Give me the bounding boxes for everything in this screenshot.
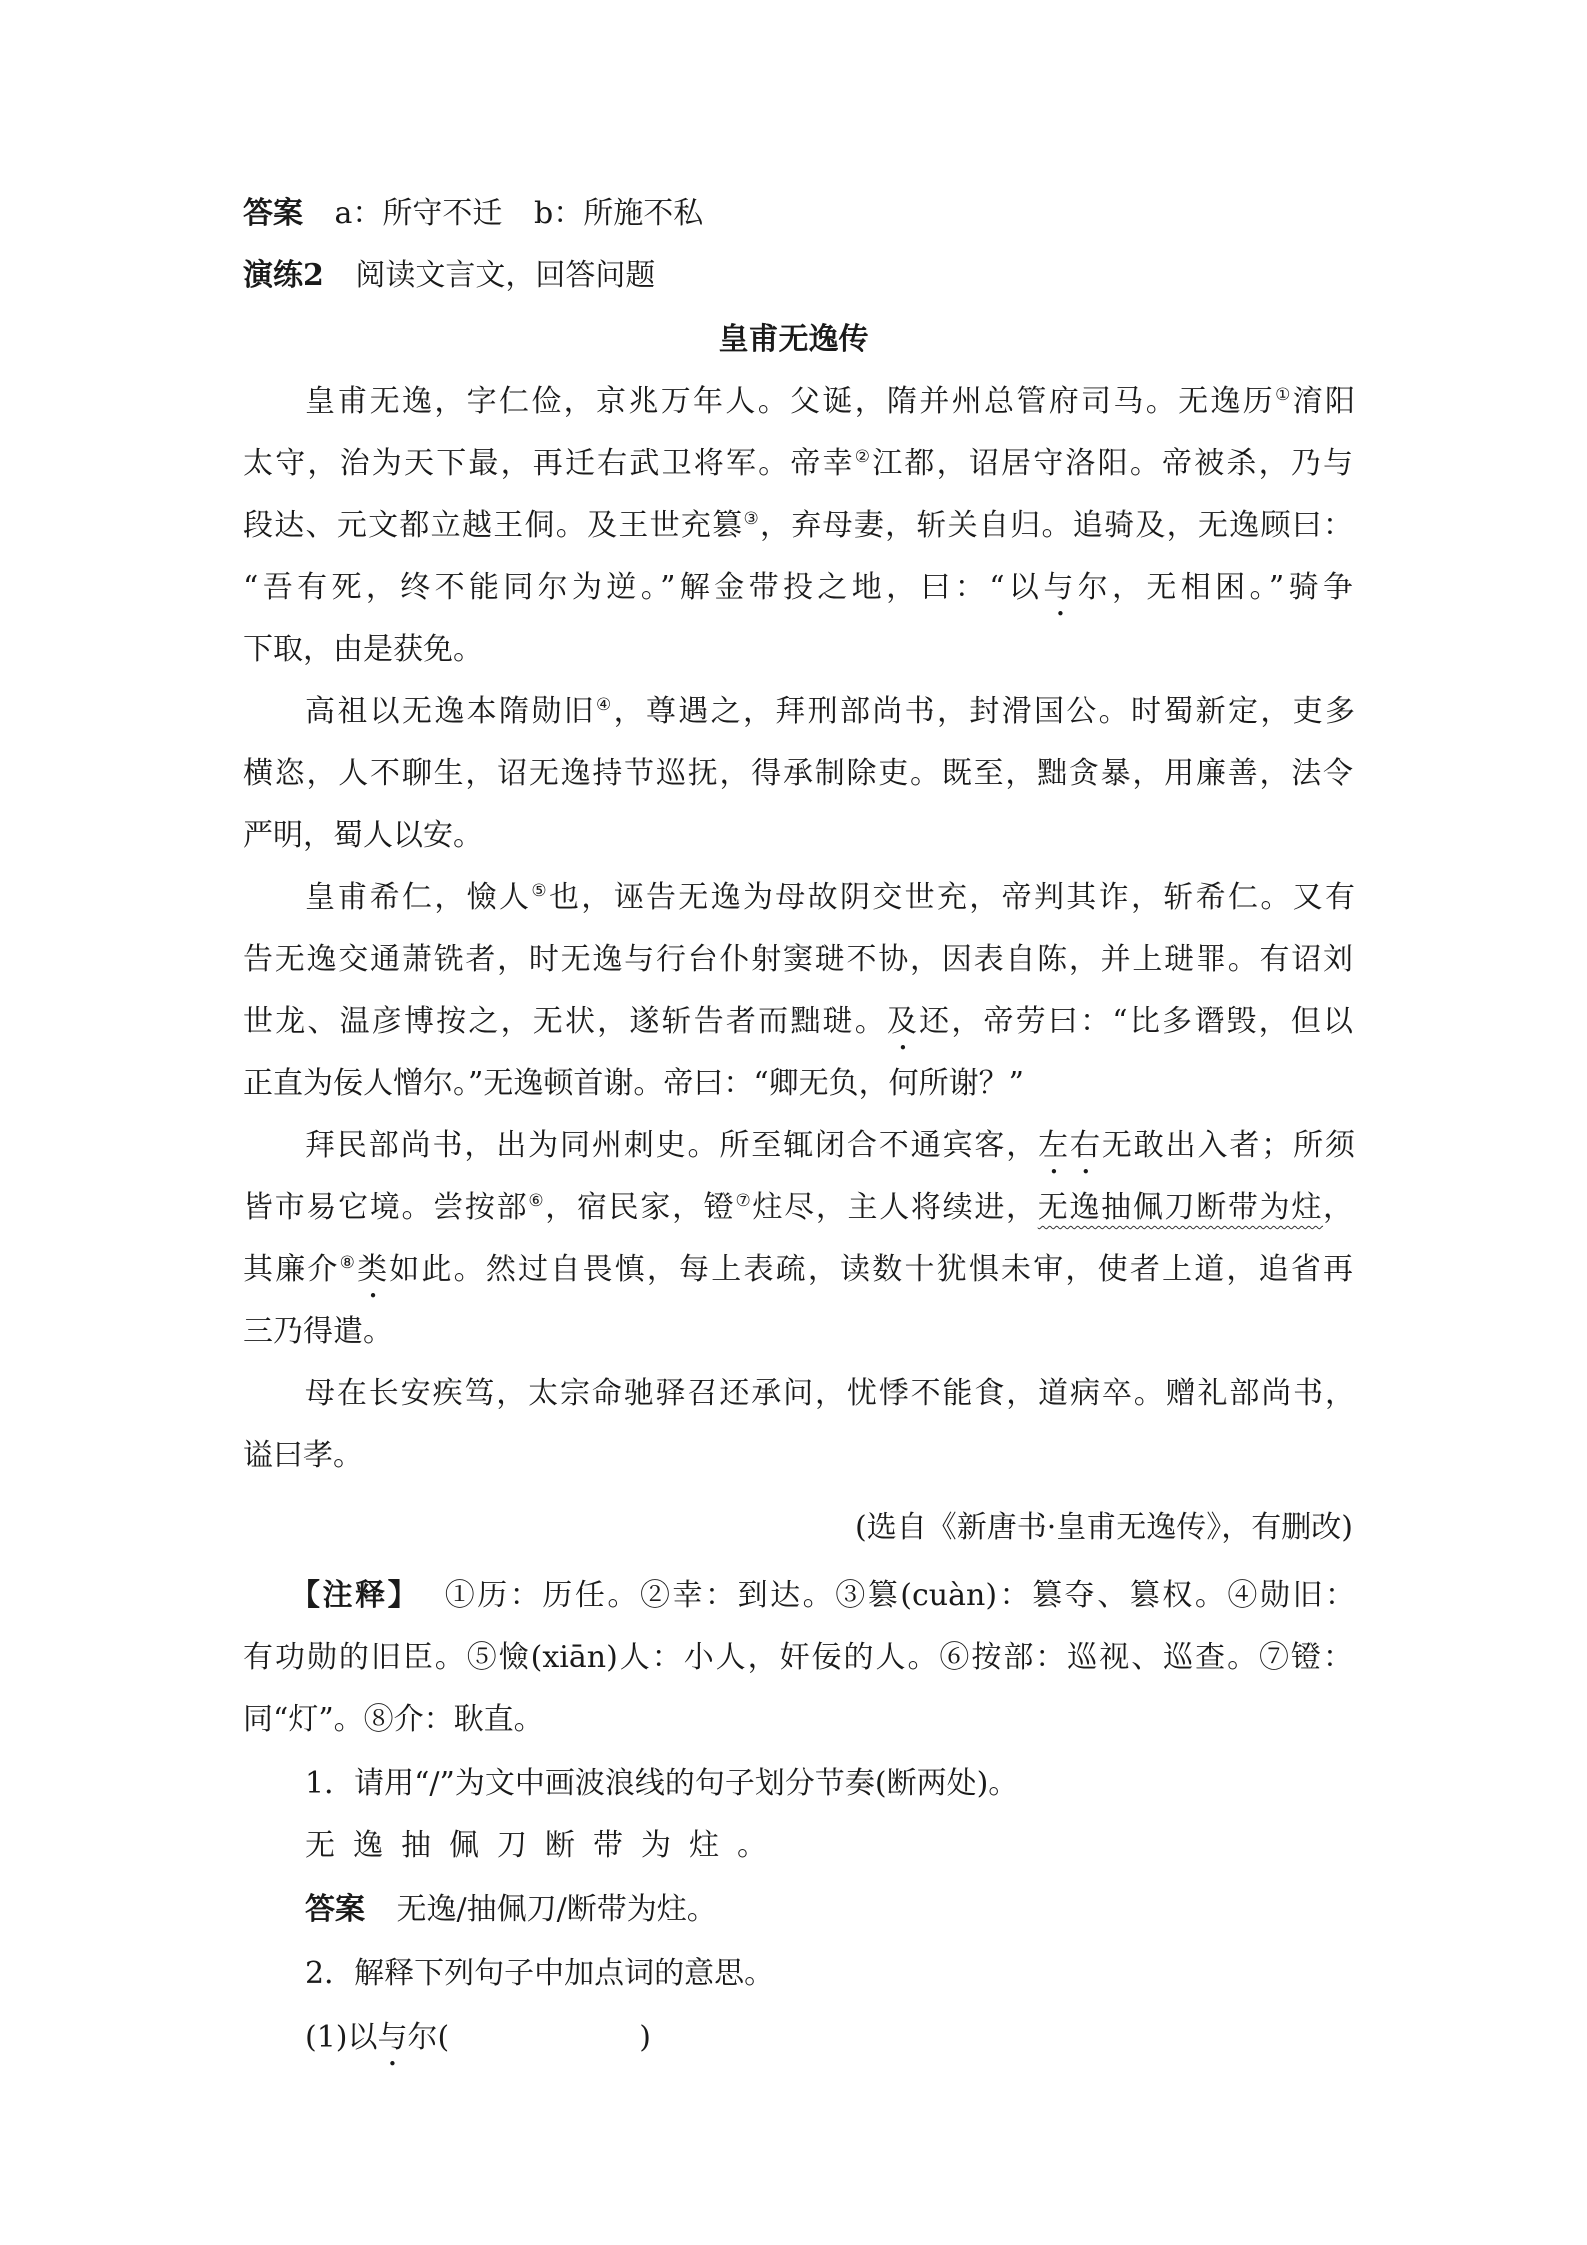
- text-span: 高祖以无逸本隋勋旧: [305, 694, 597, 729]
- exercise-instruction: 阅读文言文，回答问题: [355, 258, 656, 293]
- passage-line: [243, 568, 1353, 623]
- notes-label: 【注释】: [290, 1578, 421, 1613]
- text-span: 其廉介: [243, 1252, 340, 1287]
- text-span: 如此。然过自畏慎，每上表疏，读数十犹惧未审，使者上道，追省再: [389, 1252, 1354, 1287]
- exercise-heading: [243, 256, 1353, 296]
- text-span: 尔，无相困。”骑争: [1077, 570, 1353, 605]
- footnote-marker: ③: [743, 509, 760, 529]
- text-span: ，尊遇之，拜刑部尚书，封滑国公。时蜀新定，吏多: [613, 694, 1355, 729]
- dotted-word: 与: [377, 2020, 408, 2055]
- passage-line: [243, 506, 1353, 546]
- passage-source: (选自《新唐书·皇甫无逸传》，有删改): [855, 1510, 1353, 1545]
- text-span: 世龙、温彦博按之，无状，遂斩告者而黜琎。: [243, 1004, 887, 1039]
- text-span: 也，诬告无逸为母故阴交世充，帝判其诈，斩希仁。又有: [548, 880, 1355, 915]
- passage-line: 横恣，人不聊生，诏无逸持节巡抚，得承制除吏。既至，黜贪暴，用廉善，法令: [243, 756, 1353, 791]
- text-span: 江都，诏居守洛阳。帝被杀，乃与: [872, 446, 1354, 481]
- notes-line: 有功勋的旧臣。⑤憸(xiān)人：小人，奸佞的人。⑥按部：巡视、巡查。⑦镫：: [243, 1640, 1353, 1675]
- passage-line: [243, 1002, 1353, 1057]
- text-span: 尔(: [407, 2020, 450, 2055]
- wavy-underlined-sentence: 无逸抽佩刀断带为炷: [1037, 1190, 1324, 1225]
- text-span: “吾有死，终不能同尔为逆。”解金带投之地，曰：“以: [243, 570, 1044, 605]
- passage-line: [243, 444, 1353, 484]
- text-span: 皇甫无逸，字仁俭，京兆万年人。父诞，隋并州总管府司马。无逸历: [305, 384, 1276, 419]
- passage-line: [243, 1250, 1353, 1305]
- answer-a-text: a：所守不迁: [334, 196, 503, 231]
- footnote-marker: ⑤: [531, 881, 549, 901]
- footnote-marker: ④: [596, 695, 614, 715]
- passage-line: [305, 692, 1355, 732]
- passage-line: 严明，蜀人以安。: [243, 818, 483, 853]
- dotted-word: 与: [1043, 570, 1078, 605]
- passage-line: 正直为佞人憎尔。”无逸顿首谢。帝曰：“卿无负，何所谢？”: [243, 1066, 1025, 1101]
- text-span: (1)以: [305, 2020, 378, 2055]
- dotted-word: 左右: [1038, 1128, 1102, 1163]
- answer-b-text: b：所施不私: [533, 196, 704, 231]
- question-2: 2．解释下列句子中加点词的意思。: [305, 1956, 775, 1991]
- passage-line: [305, 1126, 1355, 1181]
- passage-line: 谥曰孝。: [243, 1438, 363, 1473]
- question-1-answer: [305, 1890, 1355, 1930]
- passage-line: 告无逸交通萧铣者，时无逸与行台仆射窦琎不协，因表自陈，并上琎罪。有诏刘: [243, 942, 1353, 977]
- text-span: 皇甫希仁，憸人: [305, 880, 532, 915]
- text-span: 无敢出入者；所须: [1101, 1128, 1355, 1163]
- question-1: 1．请用“/”为文中画波浪线的句子划分节奏(断两处)。: [305, 1766, 1019, 1801]
- text-span: 炷尽，主人将续进，: [752, 1190, 1038, 1225]
- answer-label: 答案: [243, 196, 303, 231]
- text-span: 还，帝劳曰：“比多谮毁，但以: [919, 1004, 1354, 1039]
- text-span: 拜民部尚书，出为同州刺史。所至辄闭合不通宾客，: [305, 1128, 1039, 1163]
- answer-label: 答案: [305, 1892, 365, 1927]
- exercise-label: 演练2: [243, 258, 324, 293]
- footnote-marker: ⑥: [528, 1191, 546, 1211]
- footnote-marker: ②: [854, 447, 873, 467]
- answer-line: [243, 194, 1353, 234]
- text-span: ): [639, 2020, 651, 2055]
- answer-text: 无逸/抽佩刀/断带为炷。: [396, 1892, 717, 1927]
- passage-line: [305, 382, 1355, 422]
- dotted-word: 类: [357, 1252, 390, 1287]
- question-1-sentence: 无逸抽佩刀断带为炷。: [305, 1828, 785, 1863]
- passage-line: 下取，由是获免。: [243, 632, 483, 667]
- text-span: ，弃母妻，斩关自归。追骑及，无逸顾曰：: [760, 508, 1354, 543]
- dotted-word: 及: [886, 1004, 920, 1039]
- passage-line: [305, 878, 1355, 918]
- passage-line: 三乃得遣。: [243, 1314, 393, 1349]
- passage-title: 皇甫无逸传: [718, 322, 869, 357]
- text-span: ，宿民家，镫: [545, 1190, 736, 1225]
- footnote-marker: ⑦: [735, 1191, 753, 1211]
- question-2-item-1: [305, 2018, 1355, 2073]
- text-span: 段达、元文都立越王侗。及王世充篡: [243, 508, 744, 543]
- footnote-marker: ⑧: [339, 1253, 358, 1273]
- notes-line: 同“灯”。⑧介：耿直。: [243, 1702, 544, 1737]
- text-span: 皆市易它境。尝按部: [243, 1190, 529, 1225]
- notes-line: [290, 1576, 1355, 1616]
- passage-line: 母在长安疾笃，太宗命驰驿召还承问，忧悸不能食，道病卒。赠礼部尚书，: [305, 1376, 1355, 1411]
- footnote-marker: ①: [1275, 385, 1293, 405]
- text-span: 太守，治为天下最，再迁右武卫将军。帝幸: [243, 446, 855, 481]
- text-span: 淯阳: [1292, 384, 1355, 419]
- text-span: ①历：历任。②幸：到达。③篡(cuàn)：篡夺、篡权。④勋旧：: [442, 1578, 1355, 1613]
- passage-line: [243, 1188, 1353, 1228]
- text-span: ，: [1323, 1190, 1354, 1225]
